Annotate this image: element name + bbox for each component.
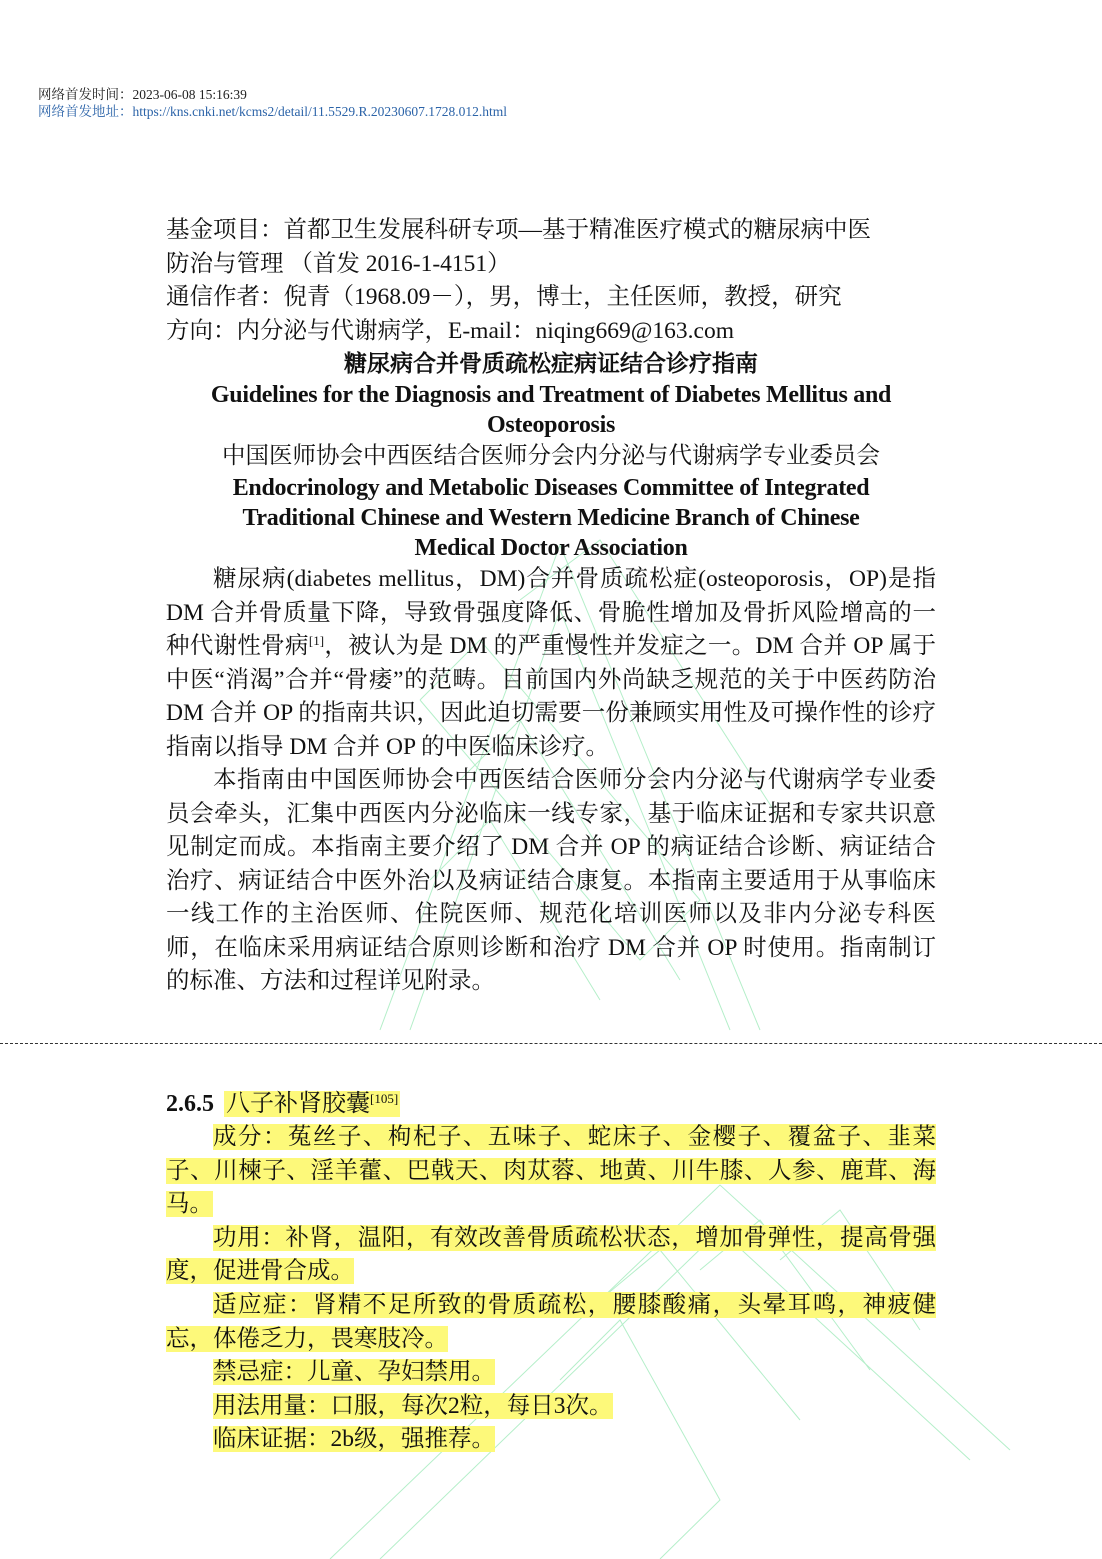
item-clinical-evidence: [166, 1423, 936, 1457]
organization-cn: 中国医师协会中西医结合医师分会内分泌与代谢病学专业委员会: [222, 443, 880, 469]
section-heading: [166, 1087, 936, 1121]
section-title-text: 八子补肾胶囊: [226, 1091, 370, 1117]
intro-paragraph-1: [166, 563, 936, 764]
item-label: 临床证据：: [213, 1426, 331, 1453]
item-text: 口服，每次2粒，每日3次。: [330, 1392, 613, 1419]
publish-time-line: [38, 86, 247, 103]
item-label: 禁忌症：: [213, 1359, 307, 1386]
page-title-cn: 糖尿病合并骨质疏松症病证结合诊疗指南: [344, 351, 758, 377]
item-text: 菟丝子、枸杞子、五味子、蛇床子、金樱子、覆盆子、韭菜子、川楝子、淫羊藿、巴戟天、肉苁蓉、地黄、川牛膝、人参、鹿茸、海马。: [166, 1124, 937, 1218]
item-text: 补肾，温阳，有效改善骨质疏松状态，增加骨弹性，提高骨强度，促进骨合成。: [166, 1224, 937, 1285]
item-indications: [166, 1289, 936, 1356]
item-text: 儿童、孕妇禁用。: [307, 1359, 495, 1386]
organization-en-line-3: Medical Doctor Association: [414, 535, 688, 561]
corresponding-author-line-1: 通信作者：倪青（1968.09－），男，博士，主任医师，教授，研究: [166, 284, 842, 310]
section-number: 2.6.5: [166, 1091, 214, 1117]
citation-ref-1[interactable]: [1]: [308, 633, 325, 648]
publish-time-value: 2023-06-08 15:16:39: [132, 87, 247, 102]
intro-paragraph-2: 本指南由中国医师协会中西医结合医师分会内分泌与代谢病学专业委员会牵头，汇集中西医内分泌临床一线专家，基于临床证据和专家共识意见制定而成。本指南主要介绍了 DM 合并 OP 的病证结合诊断、病证结合治疗、病证结合中医外治以及病证结合康复。本指南主要适用于从事临床一线工作的主治医师、住院医师、规范化培训医师以及非内分泌专科医师，在临床采用病证结合原则诊断和治疗 DM 合并 OP 时使用。指南制订的标准、方法和过程详见附录。: [166, 767, 936, 994]
item-text: 肾精不足所致的骨质疏松，腰膝酸痛，头晕耳鸣，神疲健忘，体倦乏力，畏寒肢冷。: [166, 1291, 937, 1352]
front-matter: [166, 214, 936, 999]
citation-ref-105[interactable]: [105]: [370, 1091, 399, 1106]
page-title-en-line-2: Osteoporosis: [487, 411, 615, 438]
item-contraindications: [166, 1356, 936, 1390]
intro-paragraph-1-part-a: 糖尿病(diabetes mellitus，DM)合并骨质疏松症(osteoporosis，OP)是指 DM 合并骨质量下降，导致骨强度降低、骨脆性增加及骨折风险增高的一种代谢性骨病: [166, 566, 936, 659]
page-title-en-line-1: Guidelines for the Diagnosis and Treatment of Diabetes Mellitus and: [210, 382, 892, 408]
publish-url-label: 网络首发地址：: [38, 104, 133, 119]
item-text: 2b级，强推荐。: [330, 1426, 495, 1453]
item-label: 功用：: [213, 1224, 286, 1251]
section-title: [224, 1091, 400, 1117]
publish-url-line: [38, 103, 507, 120]
item-label: 用法用量：: [213, 1392, 331, 1419]
corresponding-author-line-2: 方向：内分泌与代谢病学，E-mail：niqing669@163.com: [166, 317, 734, 344]
item-function: [166, 1222, 936, 1289]
page-break-divider: [0, 1043, 1102, 1044]
publish-time-label: 网络首发时间：: [38, 87, 133, 102]
intro-paragraph-1-part-b: ，被认为是 DM 的严重慢性并发症之一。DM 合并 OP 属于中医“消渴”合并“骨痿”的范畴。目前国内外尚缺乏规范的关于中医药防治 DM 合并 OP 的指南共识，因此迫切需要一份兼顾实用性及可操作性的诊疗指南以指导 DM 合并 OP 的中医临床诊疗。: [166, 633, 937, 760]
item-label: 成分：: [213, 1124, 288, 1150]
funding-line-1: 基金项目：首都卫生发展科研专项—基于精准医疗模式的糖尿病中医: [166, 217, 871, 243]
publish-url-link[interactable]: https://kns.cnki.net/kcms2/detail/11.5529.R.20230607.1728.012.html: [132, 104, 507, 119]
organization-en-line-2: Traditional Chinese and Western Medicine Branch of Chinese: [242, 505, 860, 531]
funding-line-2: 防治与管理 （首发 2016-1-4151）: [166, 250, 511, 277]
item-ingredients: [166, 1121, 936, 1222]
item-label: 适应症：: [213, 1291, 313, 1318]
item-dosage: [166, 1390, 936, 1424]
organization-en-line-1: Endocrinology and Metabolic Diseases Committee of Integrated: [232, 475, 870, 501]
section-2-6-5: [166, 1087, 936, 1457]
